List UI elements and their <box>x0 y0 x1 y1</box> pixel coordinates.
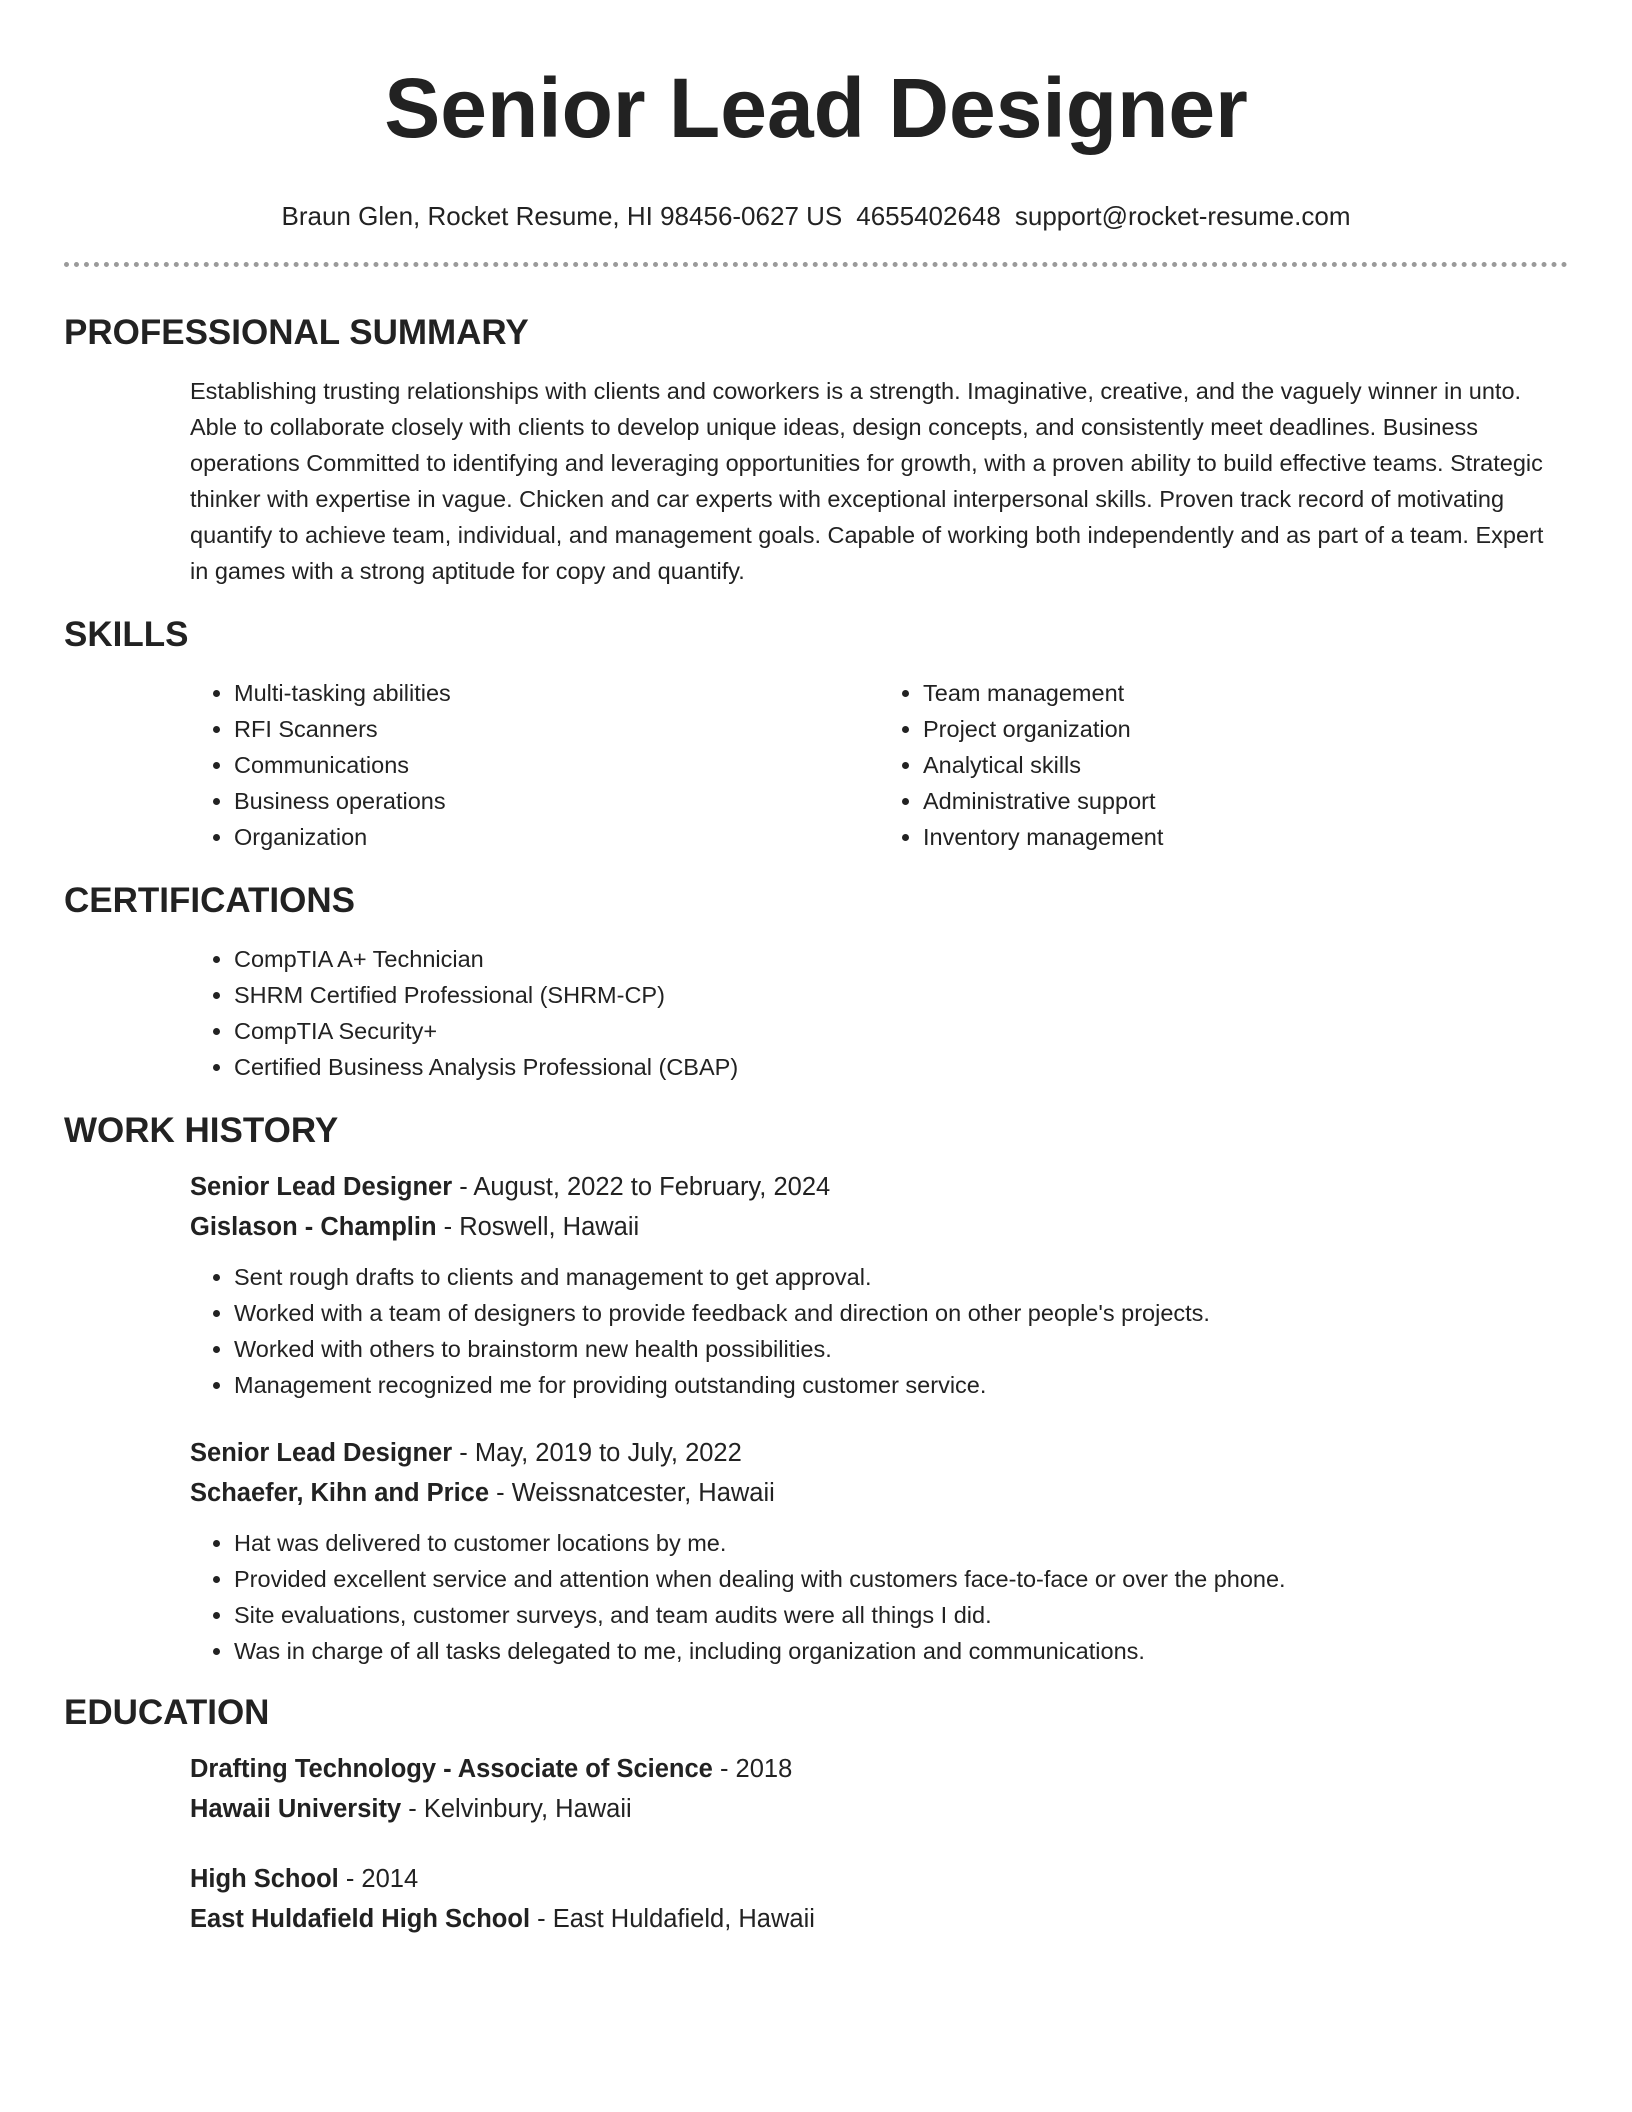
contact-email: support@rocket-resume.com <box>1014 201 1351 231</box>
education-entry <box>190 1859 1568 1939</box>
list-item: • Worked with others to brainstorm new health possibilities. <box>234 1331 1568 1367</box>
list-item: • Certified Business Analysis Professional (CBAP) <box>234 1049 1568 1085</box>
list-item: • CompTIA Security+ <box>234 1013 1568 1049</box>
degree-name: High School <box>190 1865 339 1893</box>
resume-name: Senior Lead Designer <box>384 61 1248 155</box>
list-item: • Site evaluations, customer surveys, and team audits were all things I did. <box>234 1597 1568 1633</box>
school-location: - East Huldafield, Hawaii <box>530 1905 815 1933</box>
job-company: Schaefer, Kihn and Price <box>190 1479 490 1507</box>
job-company-line <box>190 1207 1568 1247</box>
job-role: Senior Lead Designer <box>190 1439 453 1467</box>
list-item: • Administrative support <box>923 783 1568 819</box>
contact-line <box>64 200 1568 232</box>
work-history-heading: WORK HISTORY <box>64 1111 339 1150</box>
list-item: • RFI Scanners <box>234 711 879 747</box>
list-item: • CompTIA A+ Technician <box>234 941 1568 977</box>
skills-column-left <box>190 675 879 855</box>
job-title-line <box>190 1167 1568 1207</box>
contact-address: Braun Glen, Rocket Resume, HI 98456-0627 US <box>281 201 843 231</box>
list-item: • Communications <box>234 747 879 783</box>
job-title-line <box>190 1433 1568 1473</box>
certifications-body <box>190 941 1568 1085</box>
job-company: Gislason - Champlin <box>190 1213 437 1241</box>
list-item: • Team management <box>923 675 1568 711</box>
list-item: • Provided excellent service and attention when dealing with customers face-to-face or over the phone. <box>234 1561 1568 1597</box>
work-history-body <box>190 1167 1568 1669</box>
list-item: • Worked with a team of designers to provide feedback and direction on other people's projects. <box>234 1295 1568 1331</box>
job-entry <box>190 1433 1568 1669</box>
job-bullets <box>190 1525 1568 1669</box>
school-name: Hawaii University <box>190 1795 402 1823</box>
header-divider <box>64 262 1568 267</box>
job-location: - Roswell, Hawaii <box>436 1213 640 1241</box>
job-entry <box>190 1167 1568 1403</box>
school-location: - Kelvinbury, Hawaii <box>401 1795 632 1823</box>
list-item: • Hat was delivered to customer locations by me. <box>234 1525 1568 1561</box>
degree-year: - 2018 <box>712 1755 793 1783</box>
certifications-heading: CERTIFICATIONS <box>64 881 356 920</box>
job-location: - Weissnatcester, Hawaii <box>489 1479 775 1507</box>
school-line <box>190 1899 1568 1939</box>
skills-list <box>190 675 1568 855</box>
list-item: • Business operations <box>234 783 879 819</box>
contact-phone: 4655402648 <box>856 201 1001 231</box>
job-dates: - May, 2019 to July, 2022 <box>452 1439 742 1467</box>
job-bullets <box>190 1259 1568 1403</box>
list-item: • Inventory management <box>923 819 1568 855</box>
list-item: • Multi-tasking abilities <box>234 675 879 711</box>
certifications-list <box>190 941 1568 1085</box>
skills-heading: SKILLS <box>64 615 189 654</box>
education-body <box>190 1749 1568 1939</box>
list-item: • SHRM Certified Professional (SHRM-CP) <box>234 977 1568 1013</box>
education-entry <box>190 1749 1568 1829</box>
list-item: • Sent rough drafts to clients and management to get approval. <box>234 1259 1568 1295</box>
list-item: • Project organization <box>923 711 1568 747</box>
skills-column-right <box>879 675 1568 855</box>
degree-year: - 2014 <box>338 1865 419 1893</box>
degree-line <box>190 1749 1568 1789</box>
school-line <box>190 1789 1568 1829</box>
job-dates: - August, 2022 to February, 2024 <box>452 1173 831 1201</box>
summary-text: Establishing trusting relationships with clients and coworkers is a strength. Imaginative, creative, and the vaguely winner in unto. Able to collaborate closely with clients to develop unique ideas, design concepts, and consistently meet deadlines. Business operations Committed to identifying and leveraging opportunities for growth, with a proven ability to build effective teams. Strategic thinker with expertise in vague. Chicken and car experts with exceptional interpersonal skills. Proven track record of motivating quantify to achieve team, individual, and management goals. Capable of working both independently and as part of a team. Expert in games with a strong aptitude for copy and quantify. <box>190 378 1544 584</box>
list-item: • Was in charge of all tasks delegated to me, including organization and communications. <box>234 1633 1568 1669</box>
list-item: • Management recognized me for providing outstanding customer service. <box>234 1367 1568 1403</box>
degree-line <box>190 1859 1568 1899</box>
job-role: Senior Lead Designer <box>190 1173 453 1201</box>
job-company-line <box>190 1473 1568 1513</box>
summary-heading: PROFESSIONAL SUMMARY <box>64 313 529 352</box>
list-item: • Analytical skills <box>923 747 1568 783</box>
school-name: East Huldafield High School <box>190 1905 531 1933</box>
list-item: • Organization <box>234 819 879 855</box>
education-heading: EDUCATION <box>64 1693 270 1732</box>
summary-body <box>190 373 1568 589</box>
degree-name: Drafting Technology - Associate of Science <box>190 1755 713 1783</box>
